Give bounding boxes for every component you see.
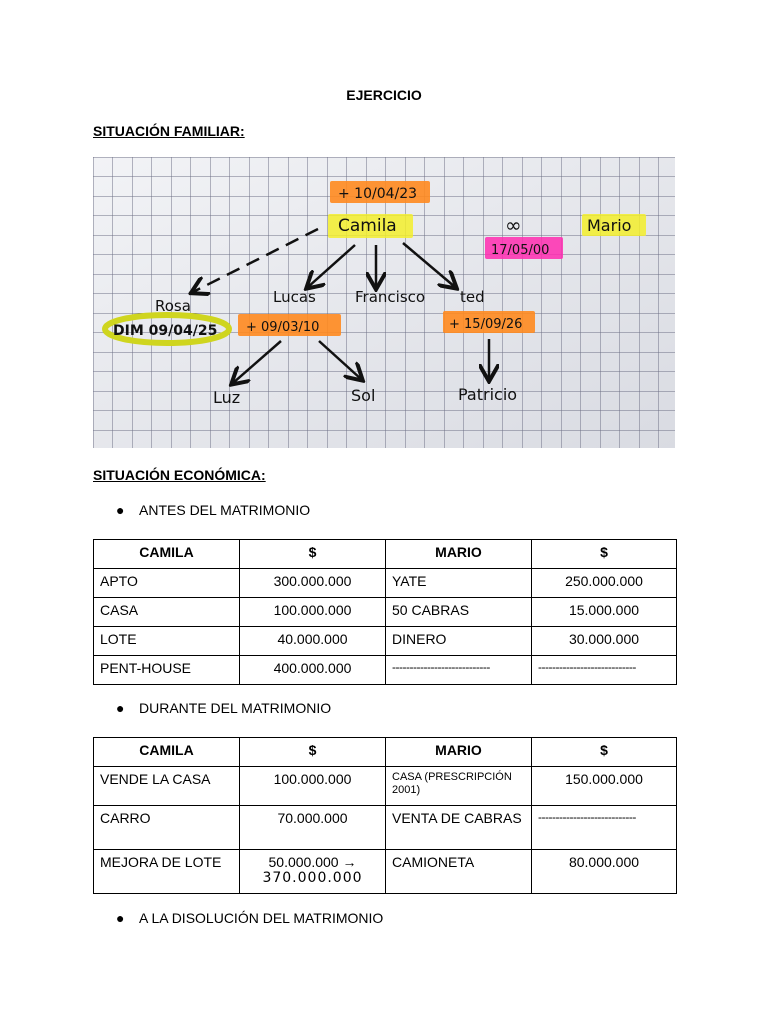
ted-name: ted xyxy=(460,288,485,306)
bullet-dot: ● xyxy=(116,502,125,518)
bullet-dot: ● xyxy=(116,700,125,716)
table-cell: CASA (PRESCRIPCIÓN 2001) xyxy=(386,767,532,806)
table-cell: ---------------------------- xyxy=(532,656,677,685)
lote-improvement-value: 50.000.000 → xyxy=(268,854,357,870)
table-cell: VENTA DE CABRAS xyxy=(386,806,532,850)
francisco-name: Francisco xyxy=(355,288,426,306)
mario-name: Mario xyxy=(587,216,632,235)
table-cell: 30.000.000 xyxy=(532,627,677,656)
bullet-antes xyxy=(116,502,310,518)
table-row xyxy=(94,598,677,627)
table-cell: 100.000.000 xyxy=(240,767,386,806)
col-header-amount: $ xyxy=(240,738,386,767)
table-cell: 50 CABRAS xyxy=(386,598,532,627)
table-cell: ---------------------------- xyxy=(532,806,677,850)
table-cell: CASA xyxy=(94,598,240,627)
table-cell: 100.000.000 xyxy=(240,598,386,627)
camila-name: Camila xyxy=(338,216,397,236)
bullet-antes-label: ANTES DEL MATRIMONIO xyxy=(139,502,311,518)
table-header-row xyxy=(94,738,677,767)
table-cell: APTO xyxy=(94,569,240,598)
table-row xyxy=(94,627,677,656)
table-row xyxy=(94,767,677,806)
bullet-durante xyxy=(116,700,331,716)
col-header-camila: CAMILA xyxy=(94,540,240,569)
sol-name: Sol xyxy=(351,386,376,405)
table-cell: 250.000.000 xyxy=(532,569,677,598)
family-tree-photo xyxy=(93,157,675,448)
document-title: EJERCICIO xyxy=(346,87,422,103)
table-cell: 400.000.000 xyxy=(240,656,386,685)
col-header-mario: MARIO xyxy=(386,738,532,767)
lucas-death-date: + 09/03/10 xyxy=(246,320,320,335)
section-heading-familiar: SITUACIÓN FAMILIAR: xyxy=(93,123,245,139)
table-cell: YATE xyxy=(386,569,532,598)
marriage-date: 17/05/00 xyxy=(491,243,550,258)
assets-during-table xyxy=(93,737,677,894)
col-header-amount: $ xyxy=(532,738,677,767)
table-cell: ---------------------------- xyxy=(386,656,532,685)
table-cell: MEJORA DE LOTE xyxy=(94,850,240,894)
table-cell: VENDE LA CASA xyxy=(94,767,240,806)
lote-total-value: 370.000.000 xyxy=(262,870,363,886)
patricio-name: Patricio xyxy=(458,385,518,404)
assets-before-table xyxy=(93,539,677,685)
marriage-symbol: ∞ xyxy=(505,213,522,237)
table-cell: 80.000.000 xyxy=(532,850,677,894)
table-cell: 15.000.000 xyxy=(532,598,677,627)
lucas-name: Lucas xyxy=(273,288,316,306)
bullet-dot: ● xyxy=(116,910,125,926)
bullet-disolucion-label: A LA DISOLUCIÓN DEL MATRIMONIO xyxy=(139,910,384,926)
table-cell: CAMIONETA xyxy=(386,850,532,894)
table-row xyxy=(94,806,677,850)
table-cell: 40.000.000 xyxy=(240,627,386,656)
table-cell: 70.000.000 xyxy=(240,806,386,850)
ted-death-date: + 15/09/26 xyxy=(449,317,523,332)
table-cell: PENT-HOUSE xyxy=(94,656,240,685)
table-header-row xyxy=(94,540,677,569)
table-row xyxy=(94,850,677,894)
table-cell: LOTE xyxy=(94,627,240,656)
luz-name: Luz xyxy=(213,388,241,407)
table-row xyxy=(94,569,677,598)
table-cell: 150.000.000 xyxy=(532,767,677,806)
table-cell: 300.000.000 xyxy=(240,569,386,598)
col-header-camila: CAMILA xyxy=(94,738,240,767)
bullet-disolucion xyxy=(116,910,383,926)
camila-death-date: + 10/04/23 xyxy=(338,186,418,202)
section-heading-economica: SITUACIÓN ECONÓMICA: xyxy=(93,467,266,483)
rosa-name: Rosa xyxy=(155,297,191,315)
rosa-note: DIM 09/04/25 xyxy=(113,323,218,339)
col-header-mario: MARIO xyxy=(386,540,532,569)
bullet-durante-label: DURANTE DEL MATRIMONIO xyxy=(139,700,332,716)
table-row xyxy=(94,656,677,685)
col-header-amount: $ xyxy=(532,540,677,569)
table-cell-lote xyxy=(240,850,386,894)
col-header-amount: $ xyxy=(240,540,386,569)
table-cell: CARRO xyxy=(94,806,240,850)
table-cell: DINERO xyxy=(386,627,532,656)
